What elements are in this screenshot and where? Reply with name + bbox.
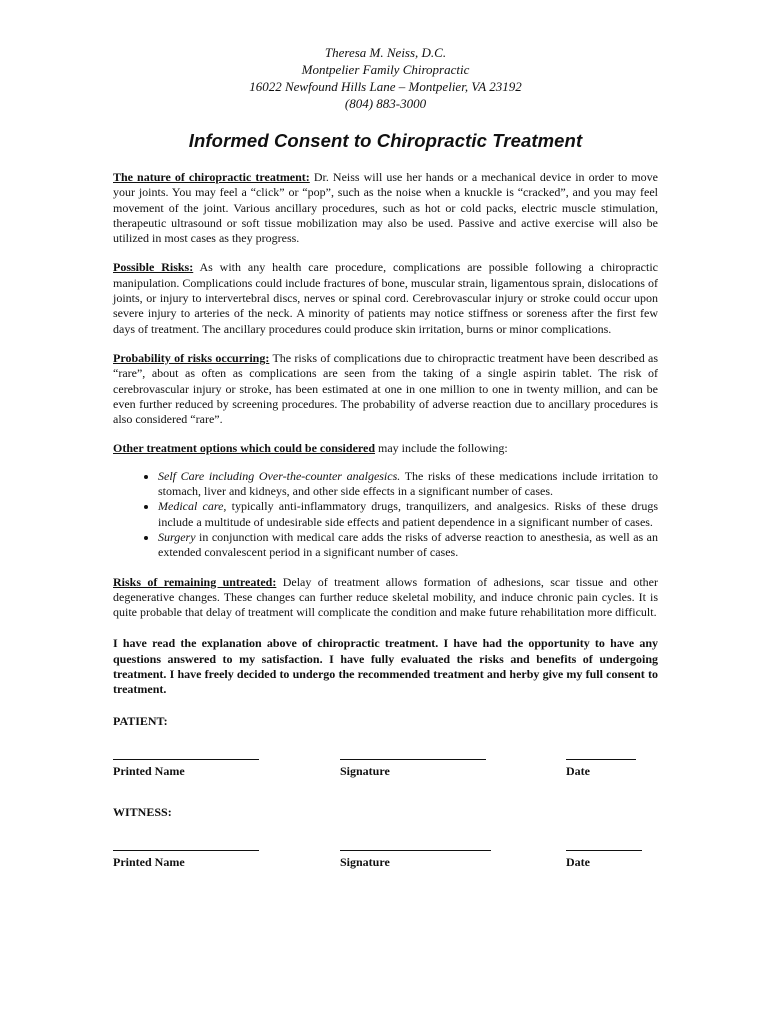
- consent-document: [113, 44, 658, 874]
- printed-name-label: Printed Name: [113, 763, 185, 778]
- option-text: in conjunction with medical care adds the risks of adverse reaction to anesthesia, as well as an extended convalescent period in a significant number of cases.: [158, 529, 658, 560]
- list-item: [158, 469, 658, 500]
- witness-label: WITNESS:: [113, 804, 172, 819]
- witness-signature-row: [113, 840, 658, 874]
- witness-date-field[interactable]: [566, 840, 642, 870]
- section-nature: [113, 170, 658, 246]
- patient-printed-name-field[interactable]: [113, 749, 259, 779]
- section-body: Delay of treatment allows formation of adhesions, scar tissue and other degenerative changes. These changes can further reduce skeletal mobility, and induce chronic pain cycles. It is quite probable that delay of treatment will complicate the condition and make future rehabilitation more difficult.: [113, 574, 658, 620]
- section-body: Dr. Neiss will use her hands or a mechanical device in order to move your joints. You may feel a “click” or “pop”, such as the noise when a knuckle is “cracked”, and you may feel movement of the joint. Various ancillary procedures, such as hot or cold packs, electric muscle stimulation, therapeutic ultrasound or soft tissue mobilization may also be used. Passive and active exercise will also be utilized in most cases as they progress.: [113, 170, 659, 246]
- section-body: As with any health care procedure, complications are possible following a chiropractic manipulation. Complications could include fractures of bone, muscular strain, ligamentous sprain, dislocations of joints, or injury to intervertebral discs, nerves or spinal cord. Cerebrovascular injury or stroke could occur upon severe injury to arteries of the neck. A minority of patients may notice stiffness or soreness after the first few days of treatment. The ancillary procedures could produce skin irritation, burns or minor complications.: [113, 260, 658, 336]
- signature-line: [113, 840, 259, 851]
- signature-line: [340, 840, 491, 851]
- section-heading: Possible Risks:: [113, 260, 194, 275]
- section-probability: [113, 351, 658, 427]
- section-heading: Risks of remaining untreated:: [113, 574, 277, 589]
- printed-name-label: Printed Name: [113, 854, 185, 869]
- signature-label: Signature: [340, 854, 390, 869]
- section-heading: Probability of risks occurring:: [113, 350, 270, 365]
- list-item: [158, 530, 658, 561]
- option-text: The risks of these medications include irritation to stomach, liver and kidneys, and other side effects in a significant number of cases.: [158, 468, 658, 499]
- practice-name: Montpelier Family Chiropractic: [301, 62, 470, 77]
- section-body: may include the following:: [375, 441, 508, 456]
- date-label: Date: [566, 763, 590, 778]
- option-label: Self Care including Over-the-counter analgesics.: [158, 468, 401, 483]
- section-heading: Other treatment options which could be considered: [113, 441, 376, 456]
- practice-phone: (804) 883-3000: [344, 96, 427, 111]
- patient-signature-field[interactable]: [340, 749, 486, 779]
- list-item: [158, 499, 658, 530]
- signature-line: [566, 749, 636, 760]
- signature-line: [566, 840, 642, 851]
- section-untreated: [113, 575, 658, 621]
- doctor-name: Theresa M. Neiss, D.C.: [324, 45, 447, 60]
- consent-statement: I have read the explanation above of chiropractic treatment. I have had the opportunity to have any questions answered to my satisfaction. I have fully evaluated the risks and benefits of undergoing treatment. I have freely decided to undergo the recommended treatment and herby give my full consent to treatment.: [113, 636, 658, 697]
- section-heading: The nature of chiropractic treatment:: [113, 170, 310, 184]
- signature-line: [113, 749, 259, 760]
- option-label: Medical care,: [158, 499, 227, 514]
- patient-date-field[interactable]: [566, 749, 636, 779]
- witness-printed-name-field[interactable]: [113, 840, 259, 870]
- document-title: Informed Consent to Chiropractic Treatment: [188, 130, 583, 151]
- patient-signature-row: [113, 749, 658, 783]
- signature-line: [340, 749, 486, 760]
- practice-address: 16022 Newfound Hills Lane – Montpelier, VA 23192: [249, 79, 522, 94]
- treatment-options-list: [113, 469, 658, 561]
- section-risks: [113, 260, 658, 336]
- letterhead: [113, 44, 658, 112]
- option-label: Surgery: [158, 529, 196, 544]
- patient-label: PATIENT:: [113, 713, 168, 728]
- date-label: Date: [566, 854, 590, 869]
- section-body: The risks of complications due to chiropractic treatment have been described as “rare”, about as often as complications are seen from the taking of a single aspirin tablet. The risk of cerebrovascular injury or stroke, has been estimated at one in one million to one in twenty million, and can be even further reduced by screening procedures. The probability of adverse reaction due to ancillary procedures is also considered “rare”.: [113, 350, 658, 427]
- option-text: typically anti-inflammatory drugs, tranquilizers, and analgesics. Risks of these drugs include a multitude of undesirable side effects and patient dependence in a significant number of cases.: [158, 499, 658, 529]
- witness-signature-field[interactable]: [340, 840, 491, 870]
- signature-label: Signature: [340, 763, 390, 778]
- section-other-options: [113, 441, 658, 456]
